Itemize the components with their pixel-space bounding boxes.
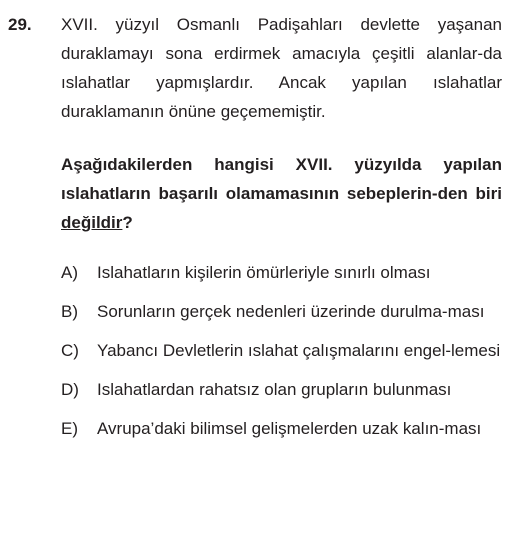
question-prompt: [61, 150, 502, 237]
option-letter: B): [61, 302, 78, 321]
option-letter: E): [61, 419, 78, 438]
option-text: Islahatların kişilerin ömürleriyle sınırlı olması: [97, 263, 431, 282]
option-letter: A): [61, 263, 78, 282]
question-stem-text: XVII. yüzyıl Osmanlı Padişahları devlette yaşanan duraklamayı sona erdirmek amacıyla çeşitli alanlar-da ıslahatlar yapmışlardır. Ancak yapılan ıslahatlar duraklamanın önüne geçememiştir.: [61, 15, 502, 121]
option-text: Islahatlardan rahatsız olan grupların bulunması: [97, 380, 452, 399]
option-letter: C): [61, 341, 79, 360]
option-letter: D): [61, 380, 79, 399]
option-text: Yabancı Devletlerin ıslahat çalışmalarını engel-lemesi: [97, 341, 501, 360]
prompt-negation: değildir: [61, 213, 123, 232]
prompt-question-mark: ?: [122, 213, 133, 232]
option-text: Sorunların gerçek nedenleri üzerinde durulma-ması: [97, 302, 485, 321]
answer-options: [61, 258, 502, 453]
option-d[interactable]: [61, 375, 502, 404]
option-c[interactable]: [61, 336, 502, 365]
option-b[interactable]: [61, 297, 502, 326]
option-e[interactable]: [61, 414, 502, 443]
question-number: 29.: [8, 15, 32, 34]
question-stem: [61, 10, 502, 126]
option-text: Avrupa’daki bilimsel gelişmelerden uzak kalın-ması: [97, 419, 482, 438]
prompt-main-text: Aşağıdakilerden hangisi XVII. yüzyılda yapılan ıslahatların başarılı olamamasının sebeplerin-den biri: [61, 155, 502, 203]
option-a[interactable]: [61, 258, 502, 287]
